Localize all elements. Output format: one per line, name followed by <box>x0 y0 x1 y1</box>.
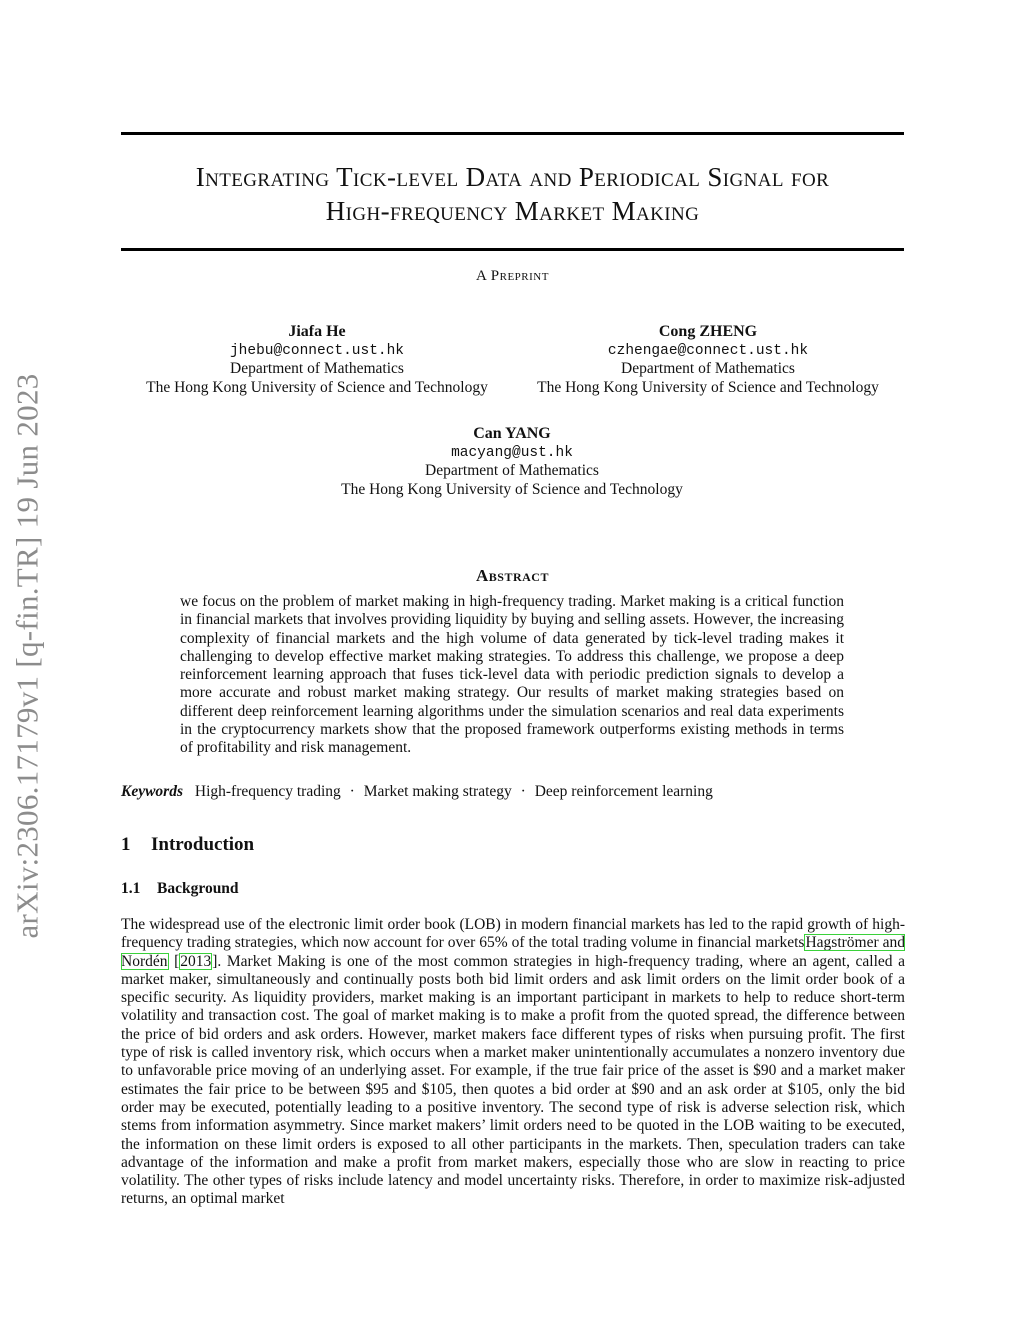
keywords-label: Keywords <box>121 783 183 800</box>
keyword-separator: · <box>520 783 526 800</box>
paragraph-text: The widespread use of the electronic limit order book (LOB) in modern financial markets has led to the rapid growth of high-frequency trading strategies, which now account for over 65% of the total trading volume in financial markets <box>121 916 905 952</box>
paragraph-text: . Market Making is one of the most common strategies in high-frequency trading, where an agent, called a market maker, simultaneously and continually posts both bid limit orders and ask limit orders on the limit order book of a specific security. As liquidity providers, market making is an important participant in markets to help to reduce short-term volatility and transaction cost. The goal of market making is to make a profit from the quoted spread, the difference between the price of bid orders and ask orders. However, market makers face different types of risks when pursuing profit. The first type of risk is called inventory risk, which occurs when a market maker unintentionally accumulates a nonzero inventory due to unfavorable price moving of an underlying asset. For example, if the true fair price of the asset is $90 and a market maker estimates the fair price to be between $95 and $105, then quotes a bid order at $90 and an ask order at $105, only the bid order may be executed, potentially leading to a positive inventory. The second type of risk is adverse selection risk, which stems from information asymmetry. Since market makers’ limit orders need to be quoted in the LOB waiting to be executed, the information on these limit orders is exposed to all other participants in the markets. Then, speculation traders can take advantage of the information and make a profit from market makers, especially those who are slow in reacting to price volatility. The other types of risks include latency and model uncertainty risks. Therefore, in order to maximize risk-adjusted returns, an optimal market <box>121 952 905 1208</box>
keyword-item: High-frequency trading <box>194 783 341 800</box>
title-line-1: Integrating Tick-level Data and Periodical Signal for <box>195 162 830 192</box>
title-line-2: High-frequency Market Making <box>325 196 700 226</box>
author-email: macyang@ust.hk <box>451 444 573 461</box>
author-email: czhengae@connect.ust.hk <box>607 342 809 359</box>
author-block <box>121 323 513 397</box>
citation-bracket: ] <box>212 952 218 970</box>
author-email: jhebu@connect.ust.hk <box>229 342 405 359</box>
author-institution: The Hong Kong University of Science and Technology <box>537 378 879 396</box>
subsection-title: Background <box>157 880 239 897</box>
author-block <box>512 323 904 397</box>
keyword-item: Market making strategy <box>363 783 512 800</box>
author-name: Cong ZHENG <box>658 323 758 340</box>
section-heading <box>121 834 254 856</box>
author-department: Department of Mathematics <box>425 462 599 479</box>
citation-bracket: [ <box>168 952 180 970</box>
abstract-text: we focus on the problem of market making in high-frequency trading. Market making is a critical function in financial markets that involves providing liquidity by buying and selling assets. However, the increasing complexity of financial markets and the high volume of data generated by tick-level trading makes it challenging to develop effective market making strategies. To address this challenge, we propose a deep reinforcement learning approach that fuses tick-level data with periodic prediction signals to develop a more accurate and robust market making strategy. Our results of market making strategies based on different deep reinforcement learning algorithms under the simulation scenarios and real data experiments in the cryptocurrency markets show that the proposed framework outperforms existing methods in terms of profitability and risk management. <box>180 593 844 757</box>
arxiv-stamp <box>8 346 48 966</box>
keywords-line <box>121 783 904 801</box>
author-name: Can YANG <box>473 425 551 442</box>
abstract-heading: Abstract <box>476 566 549 585</box>
paper-title <box>121 160 904 228</box>
author-institution: The Hong Kong University of Science and Technology <box>341 480 683 498</box>
title-rule-top <box>121 132 904 135</box>
author-department: Department of Mathematics <box>621 360 795 377</box>
keyword-separator: · <box>349 783 355 800</box>
background-paragraph <box>121 916 905 1209</box>
subsection-heading <box>121 880 239 898</box>
subsection-number: 1.1 <box>121 880 141 897</box>
author-block <box>306 425 718 499</box>
title-rule-bottom <box>121 248 904 251</box>
preprint-label: A Preprint <box>476 268 549 284</box>
arxiv-id: arXiv:2306.17179v1 [q-fin.TR] 19 Jun 2023 <box>10 373 46 939</box>
section-title: Introduction <box>151 834 255 855</box>
keyword-item: Deep reinforcement learning <box>534 783 713 800</box>
citation-year-link[interactable]: 2013 <box>180 952 212 970</box>
section-number: 1 <box>121 834 131 855</box>
author-institution: The Hong Kong University of Science and Technology <box>146 378 488 396</box>
author-department: Department of Mathematics <box>230 360 404 377</box>
citation-link[interactable]: Hagströmer and Nordén <box>121 934 905 970</box>
author-name: Jiafa He <box>288 323 346 340</box>
